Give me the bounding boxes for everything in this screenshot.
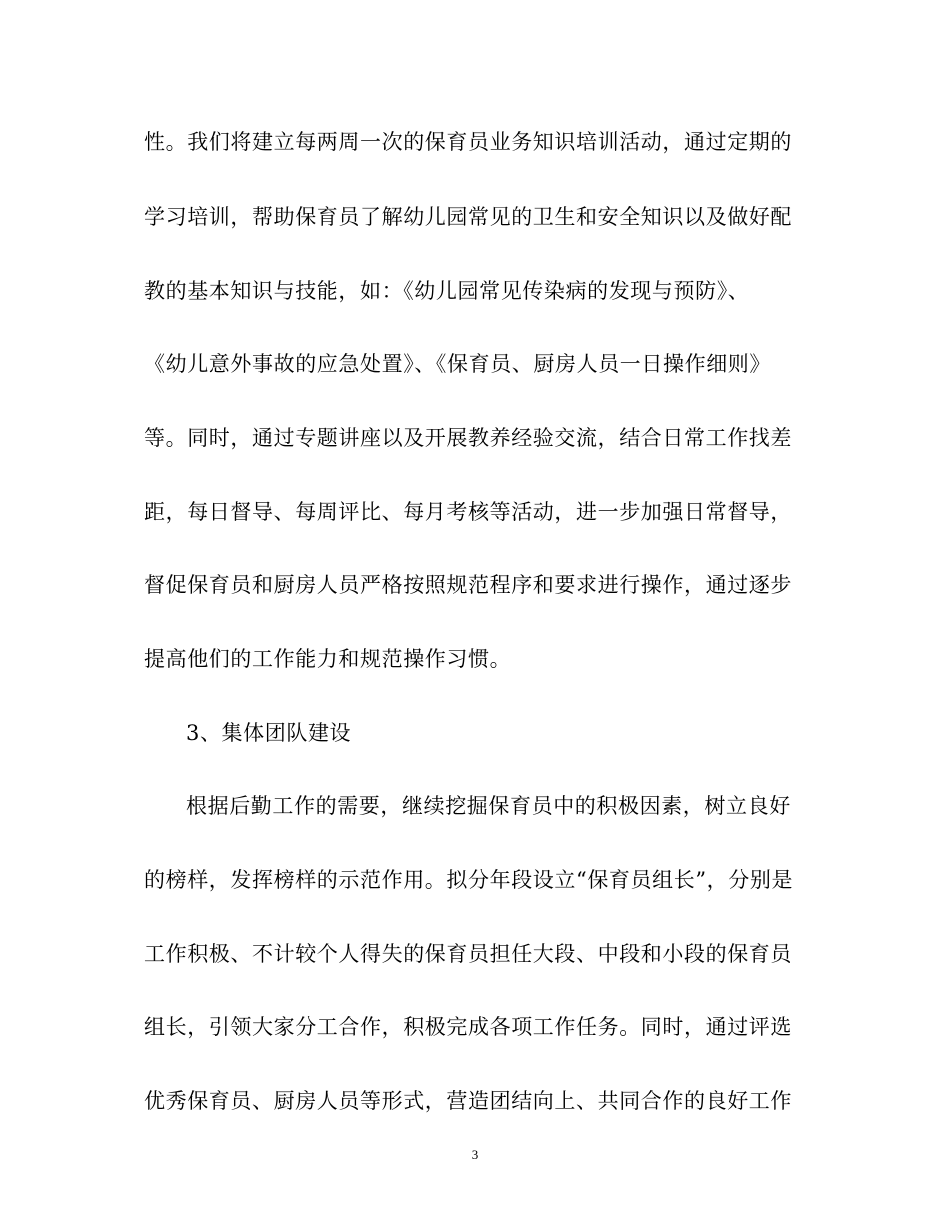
- section-heading: 3、集体团队建设: [186, 721, 352, 745]
- paragraph-line: 督促保育员和厨房人员严格按照规范程序和要求进行操作，通过逐步: [144, 573, 792, 597]
- paragraph-line: 教的基本知识与技能，如：《幼儿园常见传染病的发现与预防》、: [144, 279, 750, 303]
- paragraph-line: 提高他们的工作能力和规范操作习惯。: [144, 647, 512, 671]
- page-number: 3: [471, 1147, 479, 1162]
- paragraph-line: 优秀保育员、厨房人员等形式，营造团结向上、共同合作的良好工作: [144, 1089, 792, 1113]
- paragraph-line: 性。我们将建立每两周一次的保育员业务知识培训活动，通过定期的: [144, 130, 792, 154]
- paragraph-line: 的榜样，发挥榜样的示范作用。拟分年段设立“保育员组长”，分别是: [144, 868, 794, 892]
- paragraph-line: 《幼儿意外事故的应急处置》、《保育员、厨房人员一日操作细则》: [144, 352, 771, 376]
- paragraph-line: 等。同时，通过专题讲座以及开展教养经验交流，结合日常工作找差: [144, 426, 792, 450]
- paragraph-line: 工作积极、不计较个人得失的保育员担任大段、中段和小段的保育员: [144, 942, 792, 966]
- paragraph-line: 距，每日督导、每周评比、每月考核等活动，进一步加强日常督导，: [144, 500, 792, 524]
- paragraph-line: 组长，引领大家分工合作，积极完成各项工作任务。同时，通过评选: [144, 1015, 792, 1039]
- paragraph-line: 根据后勤工作的需要，继续挖掘保育员中的积极因素，树立良好: [186, 794, 791, 818]
- paragraph-line: 学习培训，帮助保育员了解幼儿园常见的卫生和安全知识以及做好配: [144, 205, 792, 229]
